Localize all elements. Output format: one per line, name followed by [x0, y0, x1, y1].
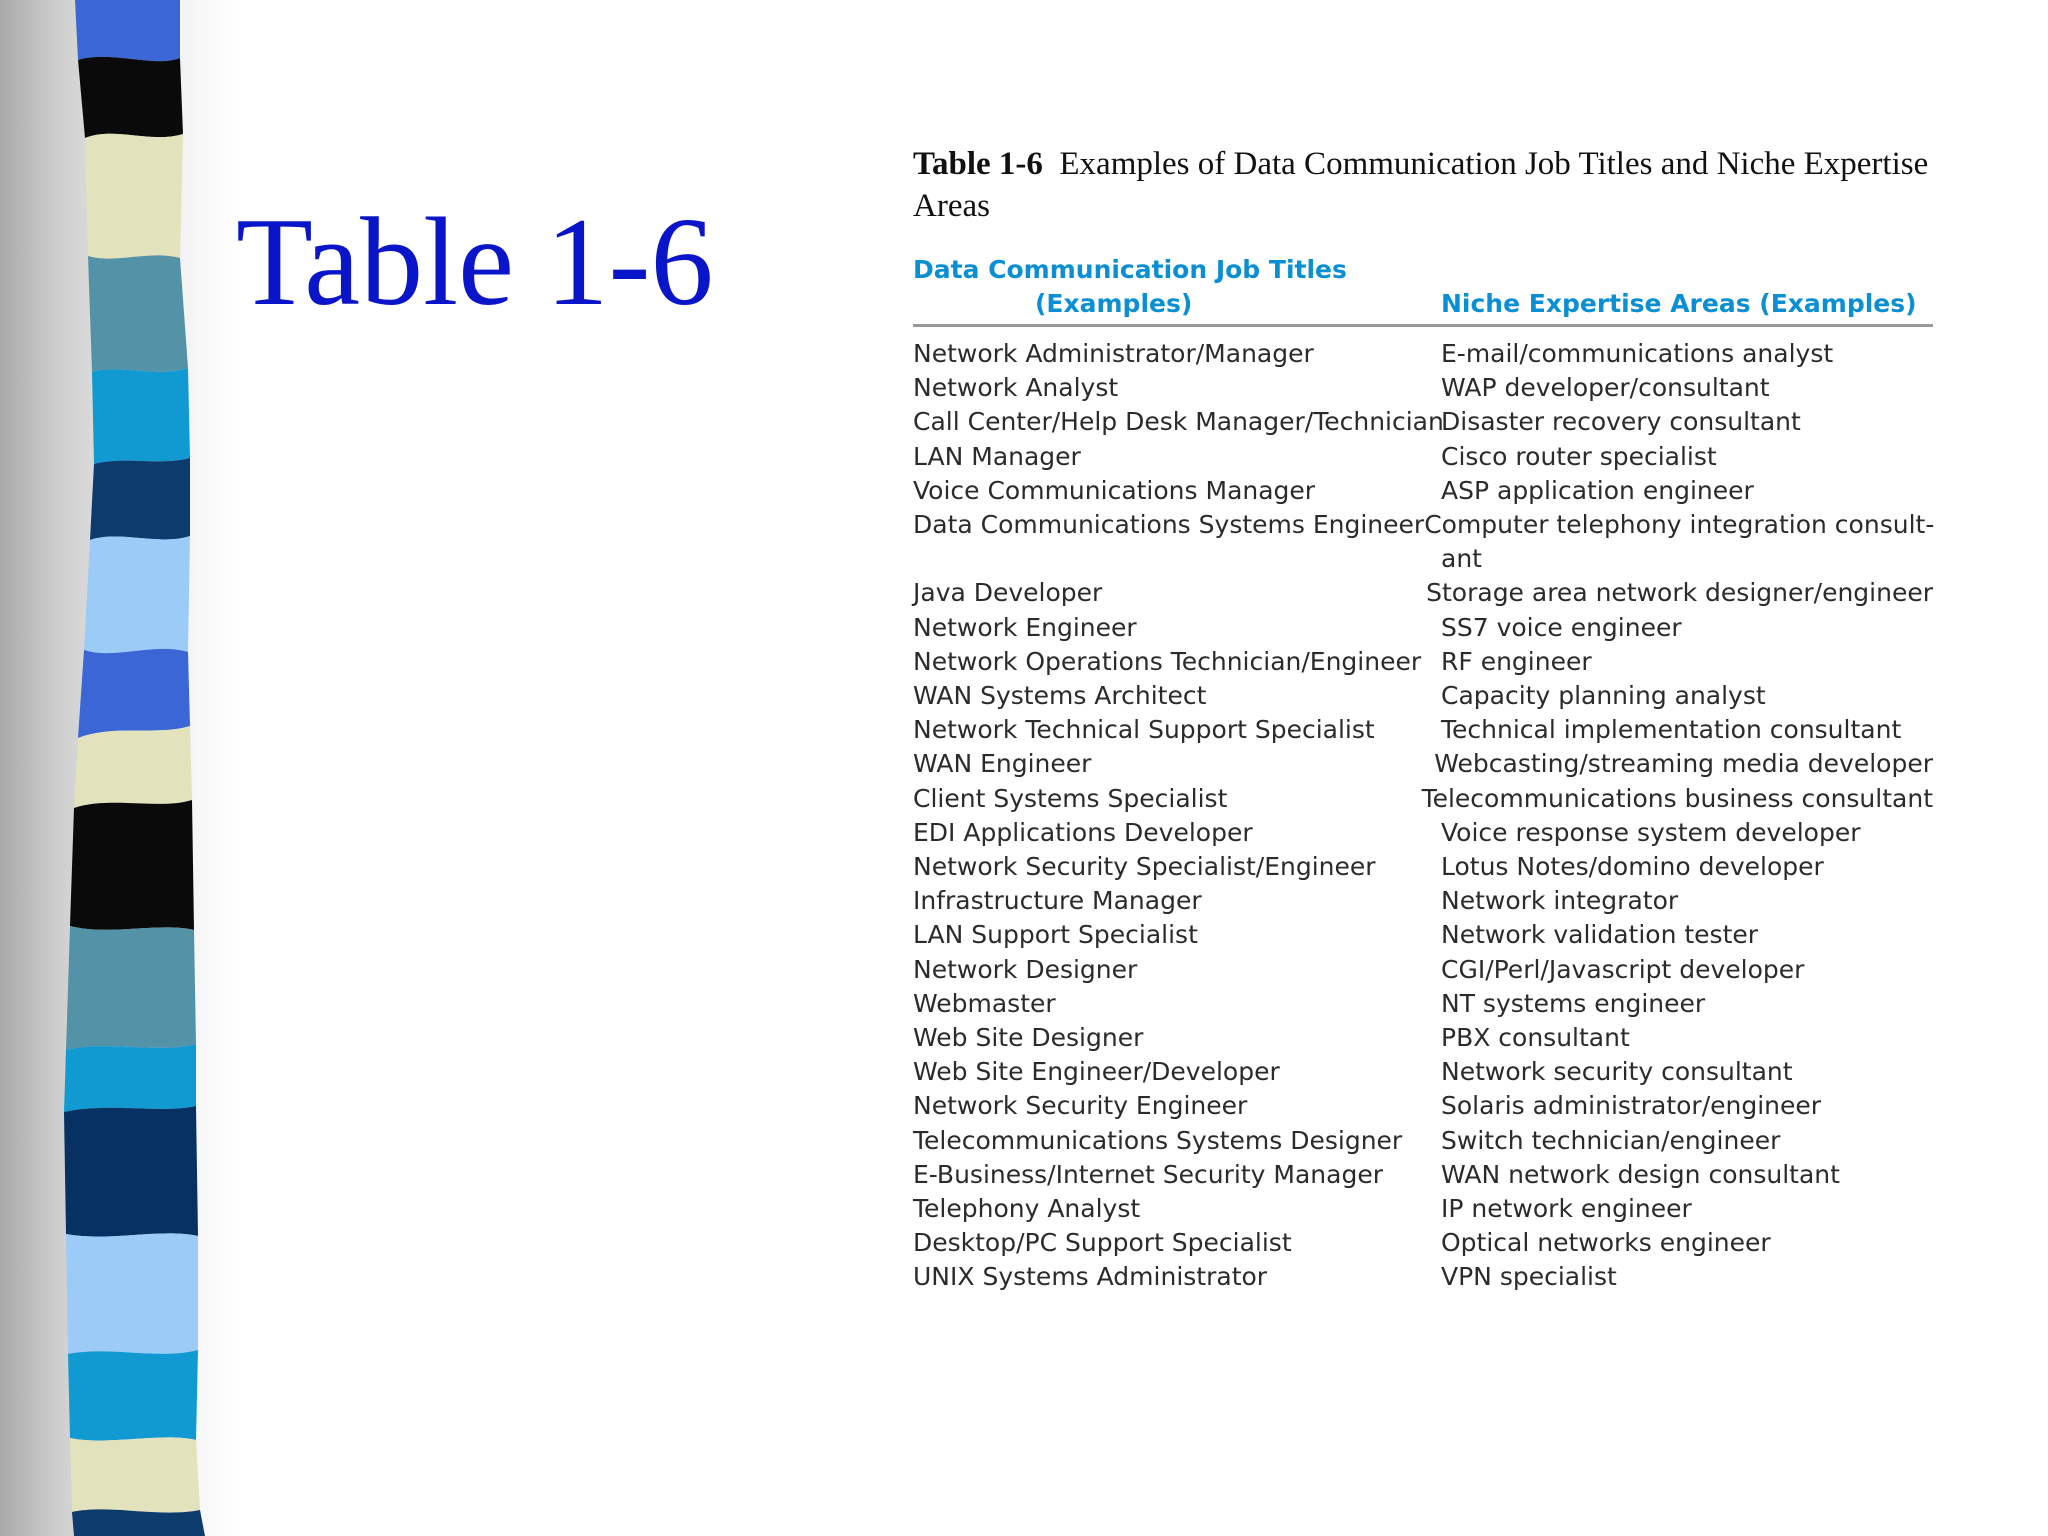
stripe-segment — [64, 1044, 196, 1112]
decorative-stripe — [0, 0, 240, 1536]
stripe-segment — [70, 800, 194, 930]
header-job-titles-line1: Data Communication Job Titles — [913, 255, 1347, 284]
stripe-segment — [90, 458, 190, 540]
niche-area-cell: RF engineer — [1441, 646, 1592, 676]
stripe-segment — [70, 1437, 200, 1512]
table-header — [913, 253, 1933, 327]
niche-area-cell: Disaster recovery consultant — [1441, 407, 1801, 437]
job-title-cell: UNIX Systems Administrator — [913, 1262, 1268, 1292]
niche-area-cell: Telecommunications business consultant — [1421, 783, 1933, 813]
table-row — [913, 1260, 1933, 1294]
job-title-cell: Infrastructure Manager — [913, 886, 1202, 916]
header-job-titles — [913, 253, 1441, 321]
table-row — [913, 747, 1933, 781]
niche-area-cell: WAP developer/consultant — [1441, 373, 1770, 403]
niche-area-cell: Technical implementation consultant — [1441, 715, 1902, 745]
table-row — [913, 508, 1933, 542]
table-row — [913, 474, 1933, 508]
job-title-cell: Network Security Engineer — [913, 1091, 1248, 1121]
niche-area-cell: Computer telephony integration consult- — [1424, 510, 1935, 540]
table-row — [913, 713, 1933, 747]
niche-area-cell: IP network engineer — [1441, 1194, 1692, 1224]
stripe-segment — [66, 926, 196, 1050]
niche-area-cell: Webcasting/streaming media developer — [1434, 749, 1933, 779]
job-title-cell: Network Analyst — [913, 373, 1119, 403]
table-row — [913, 987, 1933, 1021]
niche-area-cell: E-mail/communications analyst — [1441, 339, 1834, 368]
table-row — [913, 1089, 1933, 1123]
table-row — [913, 1158, 1933, 1192]
table-row — [913, 884, 1933, 918]
job-title-cell: Web Site Designer — [913, 1023, 1144, 1053]
job-title-cell: WAN Engineer — [913, 749, 1092, 779]
stripe-segment — [68, 1350, 198, 1441]
niche-area-cell: Storage area network designer/engineer — [1426, 578, 1933, 608]
header-job-titles-line2: (Examples) — [1035, 289, 1193, 318]
job-title-cell: Web Site Engineer/Developer — [913, 1057, 1280, 1087]
stripe-segment — [88, 255, 188, 372]
niche-area-cell: Network validation tester — [1441, 920, 1759, 950]
job-title-cell: Network Security Specialist/Engineer — [913, 852, 1376, 882]
table-row — [913, 371, 1933, 405]
niche-area-cell: Switch technician/engineer — [1441, 1125, 1781, 1155]
job-title-cell: E-Business/Internet Security Manager — [913, 1159, 1383, 1189]
job-title-cell: Network Technical Support Specialist — [913, 715, 1375, 745]
niche-area-cell: ASP application engineer — [1441, 475, 1754, 505]
niche-area-cell: PBX consultant — [1441, 1023, 1630, 1053]
table-row — [913, 576, 1933, 610]
table-row — [913, 1192, 1933, 1226]
job-title-cell: WAN Systems Architect — [913, 681, 1207, 711]
niche-area-cell: VPN specialist — [1441, 1262, 1617, 1292]
job-title-cell: Call Center/Help Desk Manager/Technician — [913, 407, 1444, 437]
stripe-segment — [75, 0, 180, 61]
niche-area-cell: Lotus Notes/domino developer — [1441, 852, 1824, 882]
job-title-cell: Network Operations Technician/Engineer — [913, 646, 1422, 676]
table-row — [913, 918, 1933, 952]
job-title-cell: Network Designer — [913, 954, 1138, 984]
niche-area-cell: Network integrator — [1441, 886, 1679, 916]
niche-area-cell: ant — [1441, 544, 1482, 574]
caption-label: Table 1-6 — [913, 146, 1043, 182]
table-row — [913, 953, 1933, 987]
table-row — [913, 405, 1933, 439]
niche-area-cell: Network security consultant — [1441, 1057, 1793, 1087]
stripe-segment — [64, 1106, 198, 1237]
table-caption — [913, 143, 1933, 227]
niche-area-cell: Solaris administrator/engineer — [1441, 1091, 1822, 1121]
stripe-segment — [78, 649, 190, 738]
table-row — [913, 782, 1933, 816]
stripe-segment — [72, 1509, 205, 1536]
job-title-cell: Webmaster — [913, 988, 1056, 1018]
table-row — [913, 850, 1933, 884]
table-body — [913, 337, 1933, 1295]
header-niche-areas: Niche Expertise Areas (Examples) — [1441, 289, 1917, 318]
job-title-cell: Network Administrator/Manager — [913, 339, 1314, 368]
table-row — [913, 440, 1933, 474]
job-title-cell: LAN Support Specialist — [913, 920, 1198, 950]
caption-text: Examples of Data Communication Job Titles and Niche Expertise Areas — [913, 146, 1929, 224]
job-title-cell: Desktop/PC Support Specialist — [913, 1228, 1292, 1258]
niche-area-cell: SS7 voice engineer — [1441, 612, 1682, 642]
table-row — [913, 1226, 1933, 1260]
niche-area-cell: Cisco router specialist — [1441, 441, 1717, 471]
job-title-cell: Data Communications Systems Engineer — [913, 510, 1425, 540]
slide-title: Table 1-6 — [236, 193, 714, 332]
stripe-segment — [92, 368, 190, 464]
job-title-cell: Voice Communications Manager — [913, 475, 1316, 505]
niche-area-cell: NT systems engineer — [1441, 988, 1706, 1018]
job-title-cell: LAN Manager — [913, 441, 1081, 471]
job-title-cell: Telephony Analyst — [913, 1194, 1141, 1224]
stripe-segment — [66, 1233, 198, 1354]
table-row — [913, 337, 1933, 371]
job-title-cell: Network Engineer — [913, 612, 1137, 642]
stripe-segment — [74, 726, 192, 808]
niche-area-cell: Voice response system developer — [1441, 817, 1861, 847]
table-row — [913, 542, 1933, 576]
table-row — [913, 611, 1933, 645]
table-row — [913, 1055, 1933, 1089]
niche-area-cell: Capacity planning analyst — [1441, 681, 1766, 711]
table-row — [913, 679, 1933, 713]
job-title-cell: Client Systems Specialist — [913, 783, 1228, 813]
niche-area-cell: WAN network design consultant — [1441, 1159, 1840, 1189]
table-row — [913, 1124, 1933, 1158]
stripe-segment — [78, 57, 183, 138]
niche-area-cell: CGI/Perl/Javascript developer — [1441, 954, 1805, 984]
job-title-cell: EDI Applications Developer — [913, 817, 1253, 847]
stripe-segment — [85, 134, 183, 259]
niche-area-cell: Optical networks engineer — [1441, 1228, 1771, 1258]
job-title-cell: Java Developer — [913, 578, 1103, 608]
job-titles-table — [913, 143, 1933, 1295]
table-row — [913, 816, 1933, 850]
job-title-cell — [913, 542, 1441, 576]
job-title-cell: Telecommunications Systems Designer — [913, 1125, 1403, 1155]
table-row — [913, 645, 1933, 679]
stripe-segment — [84, 536, 190, 653]
table-row — [913, 1021, 1933, 1055]
